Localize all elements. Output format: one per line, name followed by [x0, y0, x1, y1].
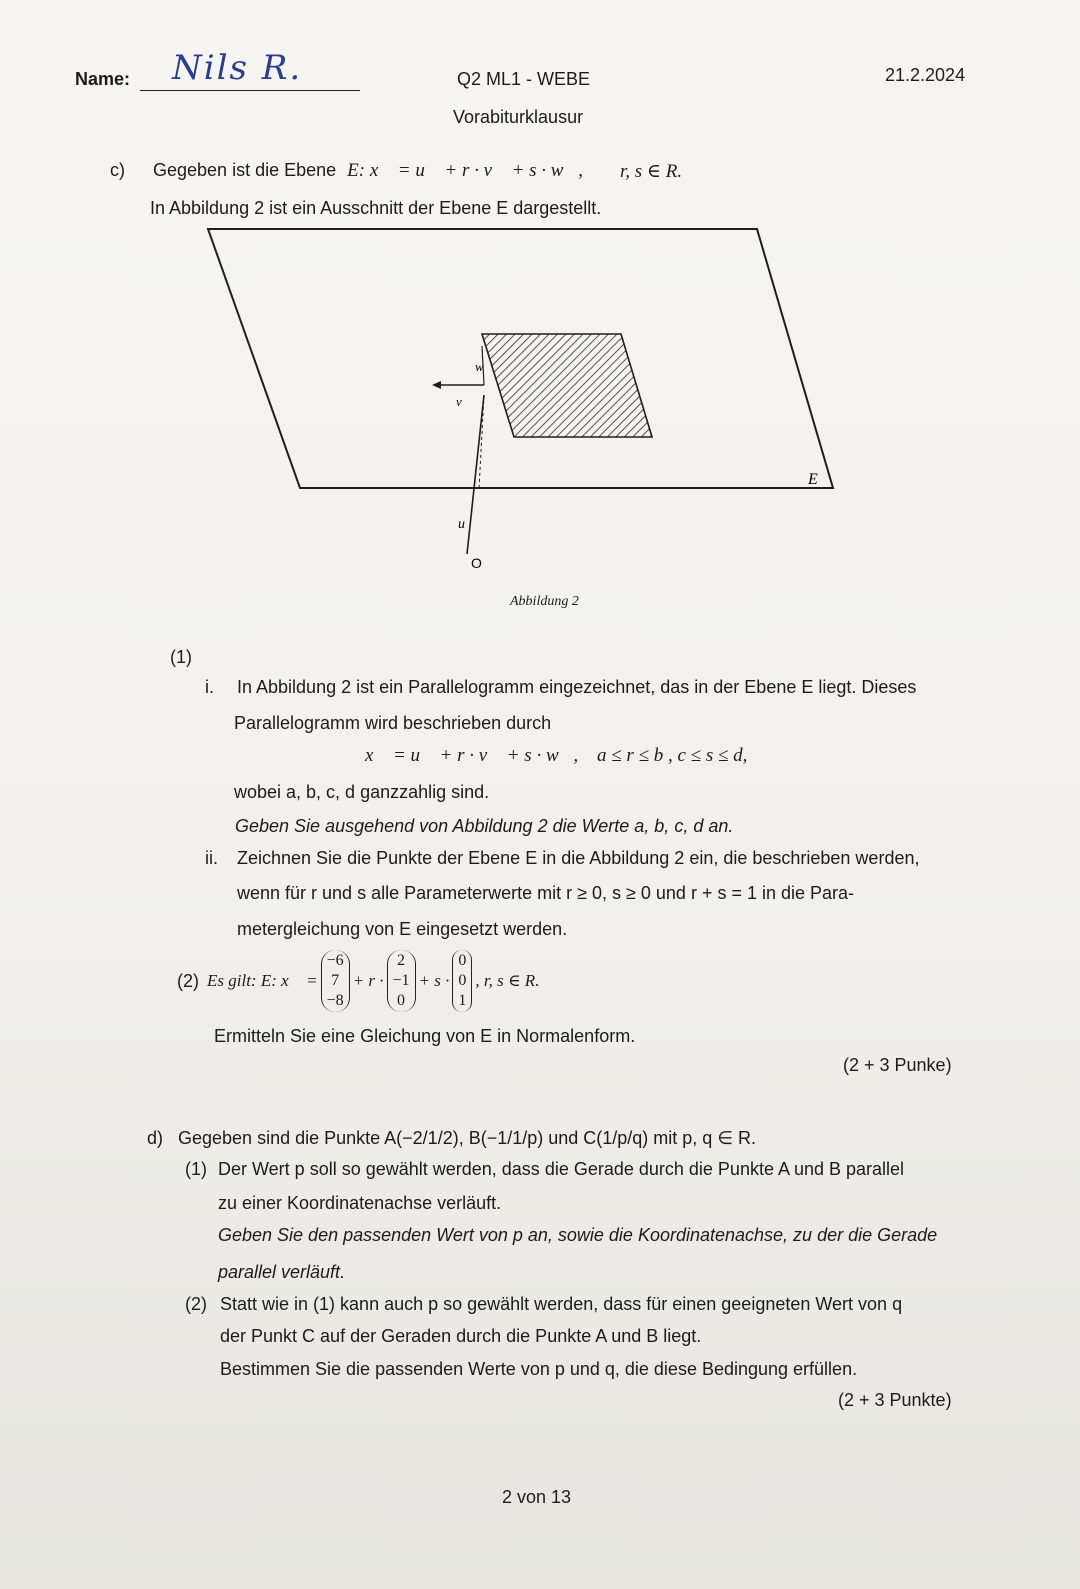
vector-v-y: −1 [392, 972, 410, 989]
label-u: u⃗ [458, 517, 476, 532]
plane-equation: E: x⃗ = u⃗ + r · v⃗ + s · w⃗, [347, 160, 583, 181]
label-plane-e: E [808, 471, 818, 488]
vector-v-arrowhead [432, 381, 441, 389]
task-2-equation-row [177, 948, 539, 1014]
task-1-ii-text-2: wenn für r und s alle Parameterwerte mit r ≥ 0, s ≥ 0 und r + s = 1 in die Para- [237, 883, 855, 903]
course-code: Q2 ML1 - WEBE [457, 69, 591, 89]
exam-date: 21.2.2024 [885, 65, 966, 85]
figure-abbildung-2 [0, 0, 1080, 620]
name-handwritten: Nils R. [172, 48, 303, 88]
task-1-i-label: i. [205, 677, 214, 697]
part-d-label: d) [147, 1128, 164, 1148]
part-c-intro-text: Gegeben ist die Ebene [153, 160, 337, 180]
part-d-task-1-label: (1) [185, 1159, 207, 1179]
part-d-points: (2 + 3 Punkte) [838, 1390, 952, 1410]
vector-u-matrix [321, 950, 350, 1012]
label-w: w⃗ [475, 359, 494, 374]
part-d-task-2-text-1: Statt wie in (1) kann auch p so gewählt werden, dass für einen geeigneten Wert von q [220, 1294, 903, 1314]
label-v: v⃗ [456, 394, 472, 409]
task-2-instruction: Ermitteln Sie eine Gleichung von E in Normalenform. [214, 1026, 636, 1046]
part-d-task-1-text-1: Der Wert p soll so gewählt werden, dass die Gerade durch die Punkte A und B parallel [218, 1159, 905, 1179]
task-1-label: (1) [170, 647, 192, 667]
param-domain: r, s ∈ R. [620, 161, 683, 182]
task-1-i-instruction: Geben Sie ausgehend von Abbildung 2 die Werte a, b, c, d an. [235, 816, 734, 836]
parallelogram-equation: x⃗ = u⃗ + r · v⃗ + s · w⃗, [365, 745, 579, 766]
task-1-i-text-3: wobei a, b, c, d ganzzahlig sind. [234, 782, 490, 802]
hatched-parallelogram [482, 334, 652, 437]
part-d-intro: Gegeben sind die Punkte A(−2/1/2), B(−1/1/p) und C(1/p/q) mit p, q ∈ R. [178, 1128, 756, 1148]
task-1-ii-text-3: metergleichung von E eingesetzt werden. [237, 919, 568, 939]
task-2-label: (2) [177, 970, 199, 991]
task-1-i-text-2: Parallelogramm wird beschrieben durch [234, 713, 552, 733]
part-c-points: (2 + 3 Punke) [843, 1055, 952, 1075]
part-d-task-2-label: (2) [185, 1294, 207, 1314]
task-2-tail: , r, s ∈ R. [475, 971, 540, 990]
vector-w-x: 0 [458, 952, 467, 969]
plus-s: + s · [418, 971, 450, 990]
page-number: 2 von 13 [502, 1487, 572, 1507]
vector-v-x: 2 [397, 952, 406, 969]
task-1-ii-text-1: Zeichnen Sie die Punkte der Ebene E in die Abbildung 2 ein, die beschrieben werden, [237, 848, 920, 868]
vector-w-matrix [452, 950, 472, 1012]
figure-caption: Abbildung 2 [510, 594, 579, 609]
task-2-lead: Es gilt: E: x⃗ = [207, 971, 318, 990]
part-d-task-1-instruction-2: parallel verläuft. [218, 1262, 346, 1282]
exam-title: Vorabiturklausur [453, 107, 584, 127]
label-origin: O [471, 555, 482, 571]
task-1-i-text-1: In Abbildung 2 ist ein Parallelogramm eingezeichnet, das in der Ebene E liegt. Dieses [237, 677, 917, 697]
figure-sentence: In Abbildung 2 ist ein Ausschnitt der Ebene E dargestellt. [150, 198, 602, 218]
vector-u-z: −8 [326, 992, 344, 1009]
part-d-task-2-text-3: Bestimmen Sie die passenden Werte von p und q, die diese Bedingung erfüllen. [220, 1359, 858, 1379]
vector-w-z: 1 [458, 992, 467, 1009]
vector-w-y: 0 [458, 972, 467, 989]
vector-v-z: 0 [397, 992, 406, 1009]
part-d-task-1-text-2: zu einer Koordinatenachse verläuft. [218, 1193, 502, 1213]
vector-u-y: 7 [331, 972, 340, 989]
task-1-ii-label: ii. [205, 848, 218, 868]
part-d-task-2-text-2: der Punkt C auf der Geraden durch die Punkte A und B liegt. [220, 1326, 702, 1346]
vector-v-matrix [387, 950, 416, 1012]
part-d-task-1-instruction-1: Geben Sie den passenden Wert von p an, sowie die Koordinatenachse, zu der die Gerade [218, 1225, 938, 1245]
vector-u-x: −6 [326, 952, 344, 969]
part-c-label: c) [110, 160, 125, 180]
name-label: Name: [75, 69, 131, 89]
parallelogram-constraints: a ≤ r ≤ b , c ≤ s ≤ d, [597, 745, 748, 766]
plus-r: + r · [352, 971, 384, 990]
